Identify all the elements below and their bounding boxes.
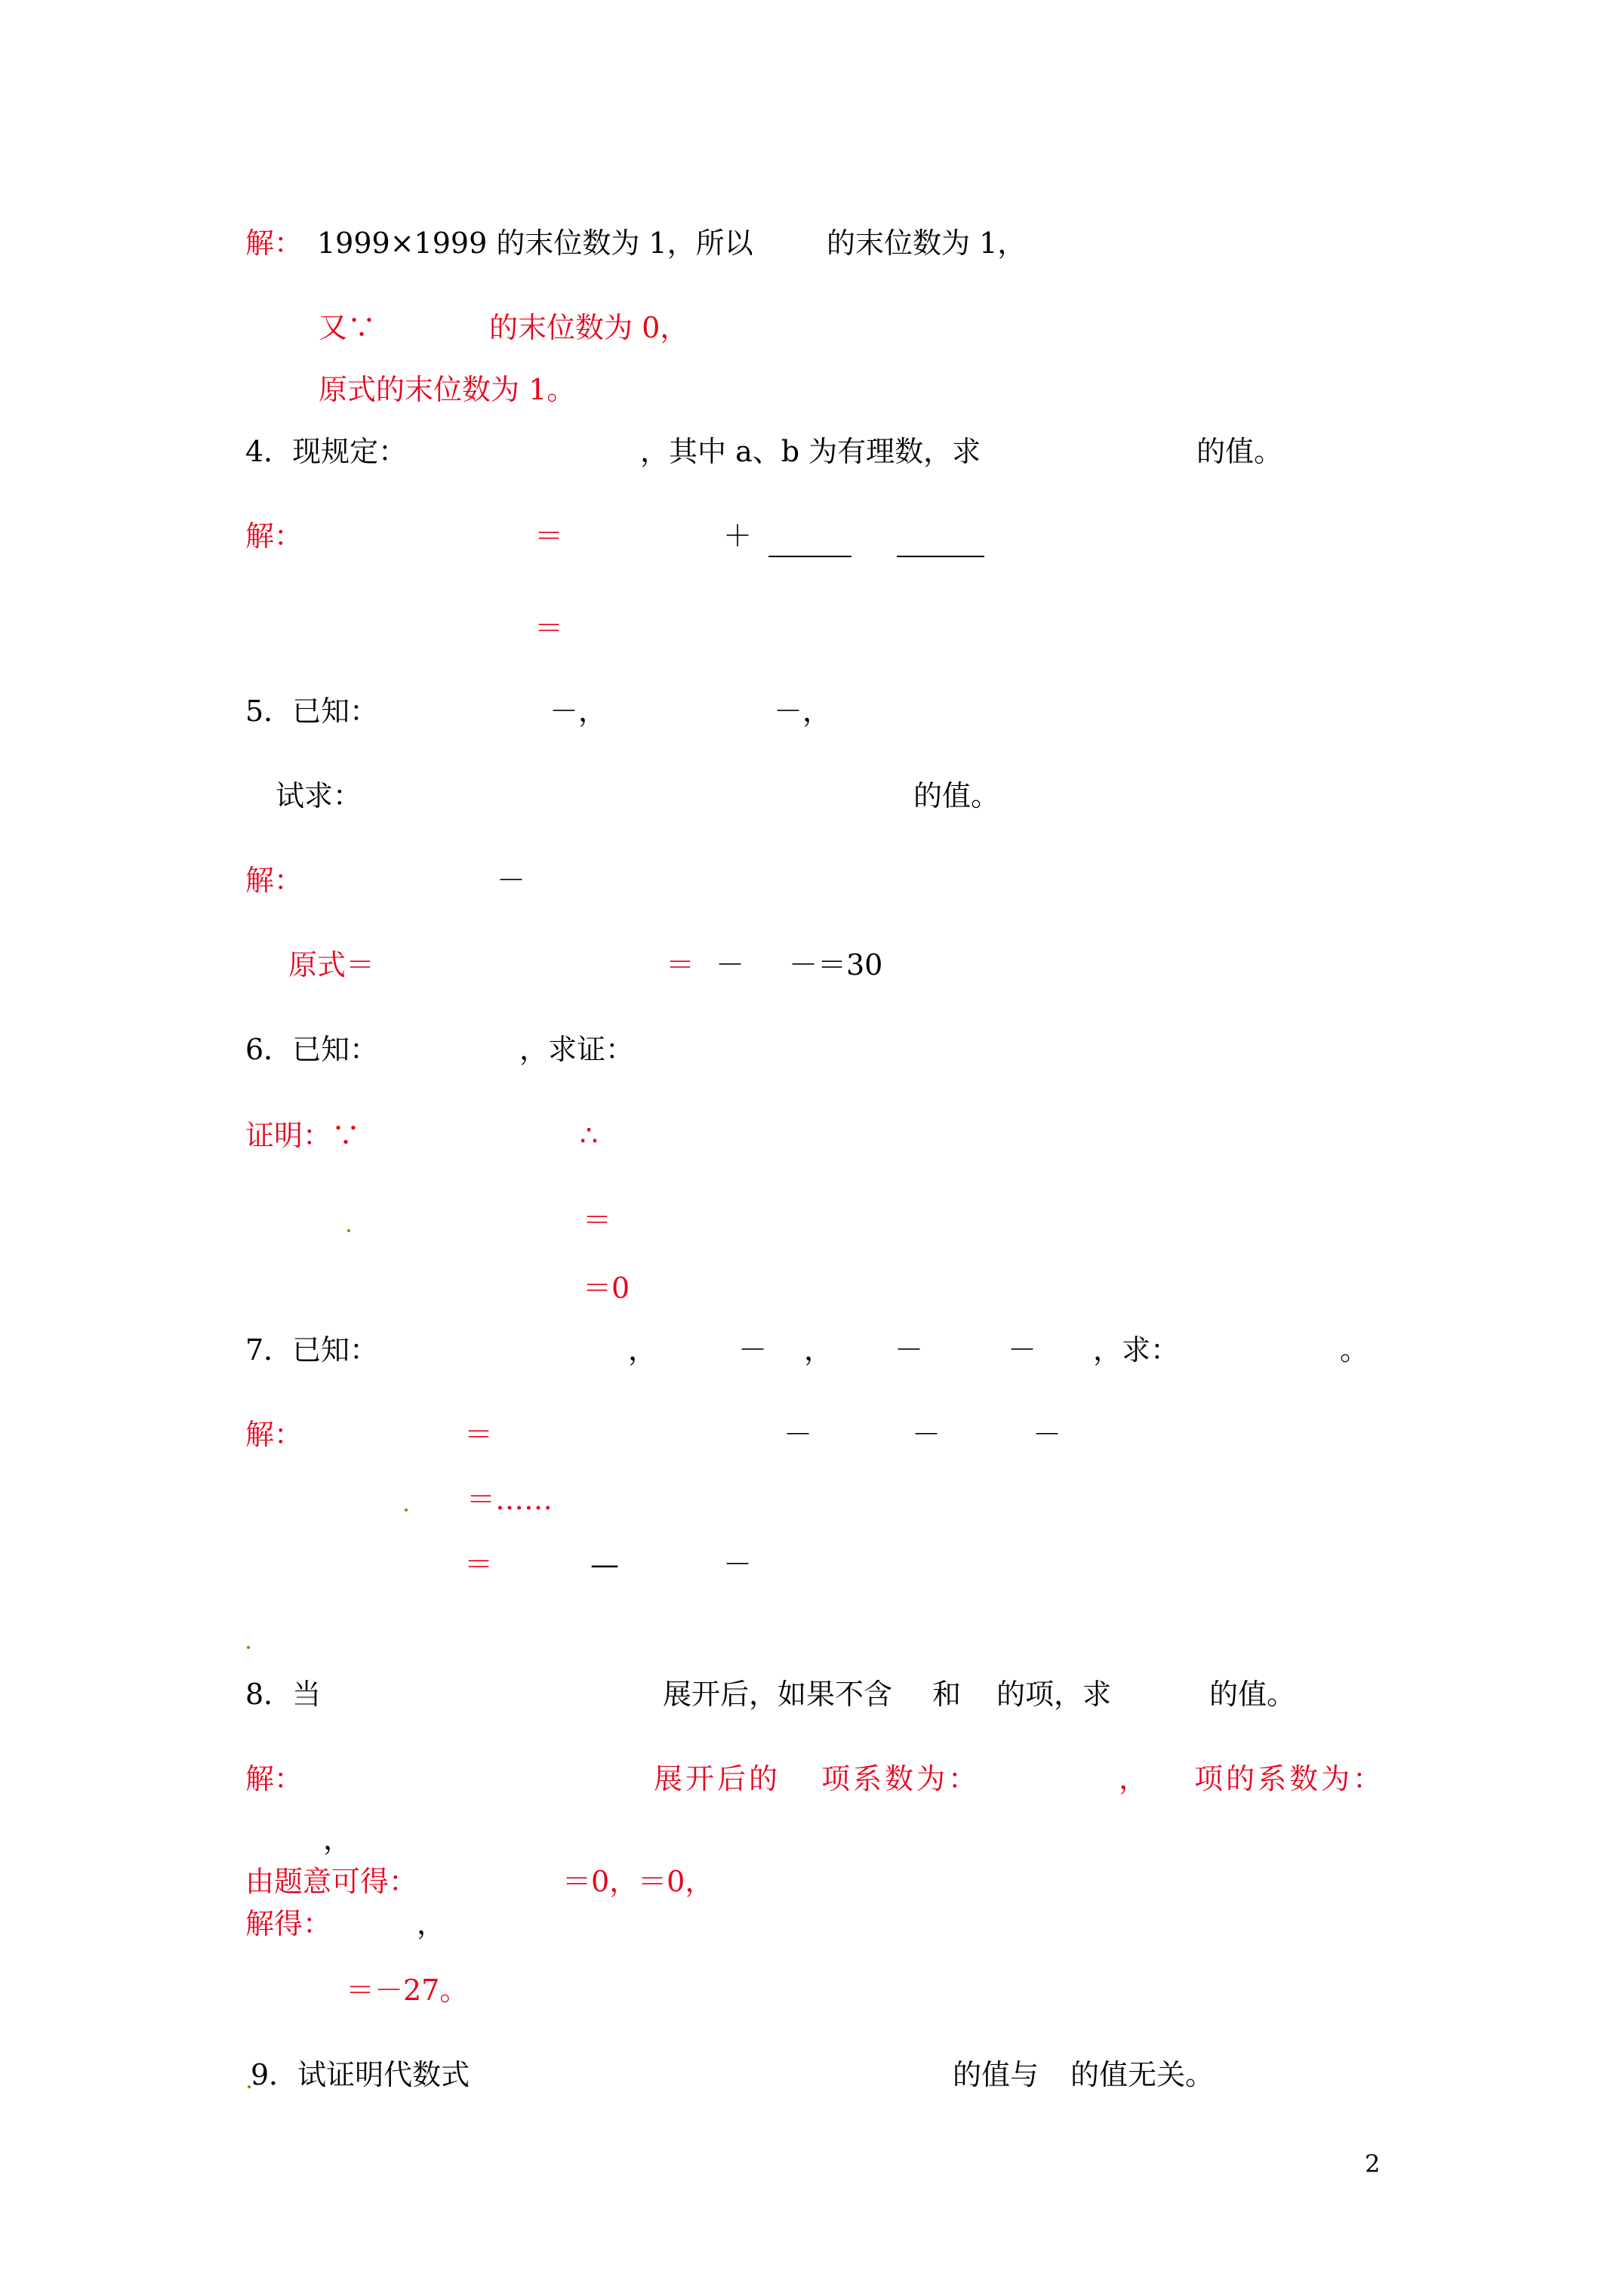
answer-label: 解：: [245, 1762, 303, 1795]
equals-sign: ＝: [464, 1548, 494, 1581]
answer-label: 解：: [245, 519, 303, 553]
question-text: 的值。: [1196, 435, 1283, 468]
proof-label: 证明：∵: [245, 1119, 361, 1152]
answer-text: 展开后的: [654, 1762, 781, 1795]
question-6: 6．已知：: [245, 1033, 379, 1066]
question-8: 8．当: [245, 1678, 322, 1711]
minus-sign: －: [1033, 1418, 1062, 1451]
answer-text: 由题意可得：: [245, 1865, 418, 1898]
question-text: 的值与: [953, 2058, 1039, 2091]
answer-text: ＝－27。: [346, 1974, 469, 2007]
equals-sign: ＝: [464, 1418, 494, 1451]
speck: [405, 1509, 408, 1512]
answer-label: 解：: [245, 1418, 303, 1451]
question-text: 试求：: [276, 779, 362, 812]
speck: [347, 1229, 350, 1232]
page-number: 2: [1365, 2150, 1381, 2178]
minus-sign: －: [912, 1418, 941, 1451]
answer-text: －＝30: [789, 948, 883, 982]
question-text: 和: [932, 1678, 962, 1711]
question-text: 的值。: [913, 779, 1000, 812]
answer-text: 的末位数为 0，: [489, 311, 689, 344]
question-text: 的值。: [1209, 1678, 1296, 1711]
question-7: 7．已知：: [245, 1333, 379, 1367]
equals-sign: ＝: [666, 948, 695, 982]
plus-sign: ＋: [723, 519, 753, 553]
fraction-bar: [897, 556, 984, 557]
answer-text: ＝0，＝0，: [562, 1865, 714, 1898]
minus-sign: －: [716, 948, 745, 982]
answer-text: 1999×1999 的末位数为 1，所以: [317, 227, 753, 260]
answer-text: 原式的末位数为 1。: [319, 373, 576, 406]
dash: —: [590, 1548, 619, 1581]
question-4: 4．现规定：: [245, 435, 408, 468]
question-text: 的项，求: [996, 1678, 1112, 1711]
question-text: 。: [1340, 1333, 1369, 1367]
comma: ，: [323, 1823, 353, 1856]
question-text: ，求：: [1093, 1333, 1180, 1367]
question-text: ，求证：: [519, 1033, 635, 1066]
minus-sign: －: [497, 864, 526, 897]
answer-text: ＝0: [583, 1271, 630, 1305]
comma: ，: [417, 1907, 446, 1940]
question-text: －，: [774, 695, 832, 728]
minus-sign: －: [895, 1333, 924, 1367]
answer-text: 项的系数为：: [1194, 1762, 1385, 1795]
equals-sign: ＝: [583, 1203, 612, 1237]
minus-sign: －: [738, 1333, 768, 1367]
equals-sign: ＝: [534, 612, 564, 645]
question-text: 的值无关。: [1070, 2058, 1215, 2091]
equals-sign: ＝: [534, 519, 564, 553]
question-text: 展开后，如果不含: [663, 1678, 893, 1711]
answer-label: 解：: [245, 864, 303, 897]
minus-sign: －: [1008, 1333, 1037, 1367]
answer-text: ＝……: [467, 1483, 553, 1516]
answer-label: 解：: [245, 227, 303, 260]
answer-text: 原式＝: [288, 948, 375, 982]
answer-text: 项系数为：: [821, 1762, 981, 1795]
therefore-sign: ∴: [580, 1119, 599, 1152]
answer-text: 又∵: [319, 311, 377, 344]
question-text: －，: [550, 695, 608, 728]
question-text: ，其中 a、b 为有理数，求: [640, 435, 981, 468]
minus-sign: －: [784, 1418, 813, 1451]
question-5: 5．已知：: [245, 695, 379, 728]
speck: [247, 1646, 250, 1649]
fraction-bar: [768, 556, 852, 557]
minus-sign: －: [723, 1548, 753, 1581]
question-9: 9．试证明代数式: [251, 2058, 470, 2091]
answer-text: 的末位数为 1，: [827, 227, 1027, 260]
question-text: ，: [804, 1333, 833, 1367]
answer-text: 解得：: [245, 1907, 332, 1940]
question-text: ，: [628, 1333, 658, 1367]
answer-text: ，: [1119, 1762, 1148, 1795]
